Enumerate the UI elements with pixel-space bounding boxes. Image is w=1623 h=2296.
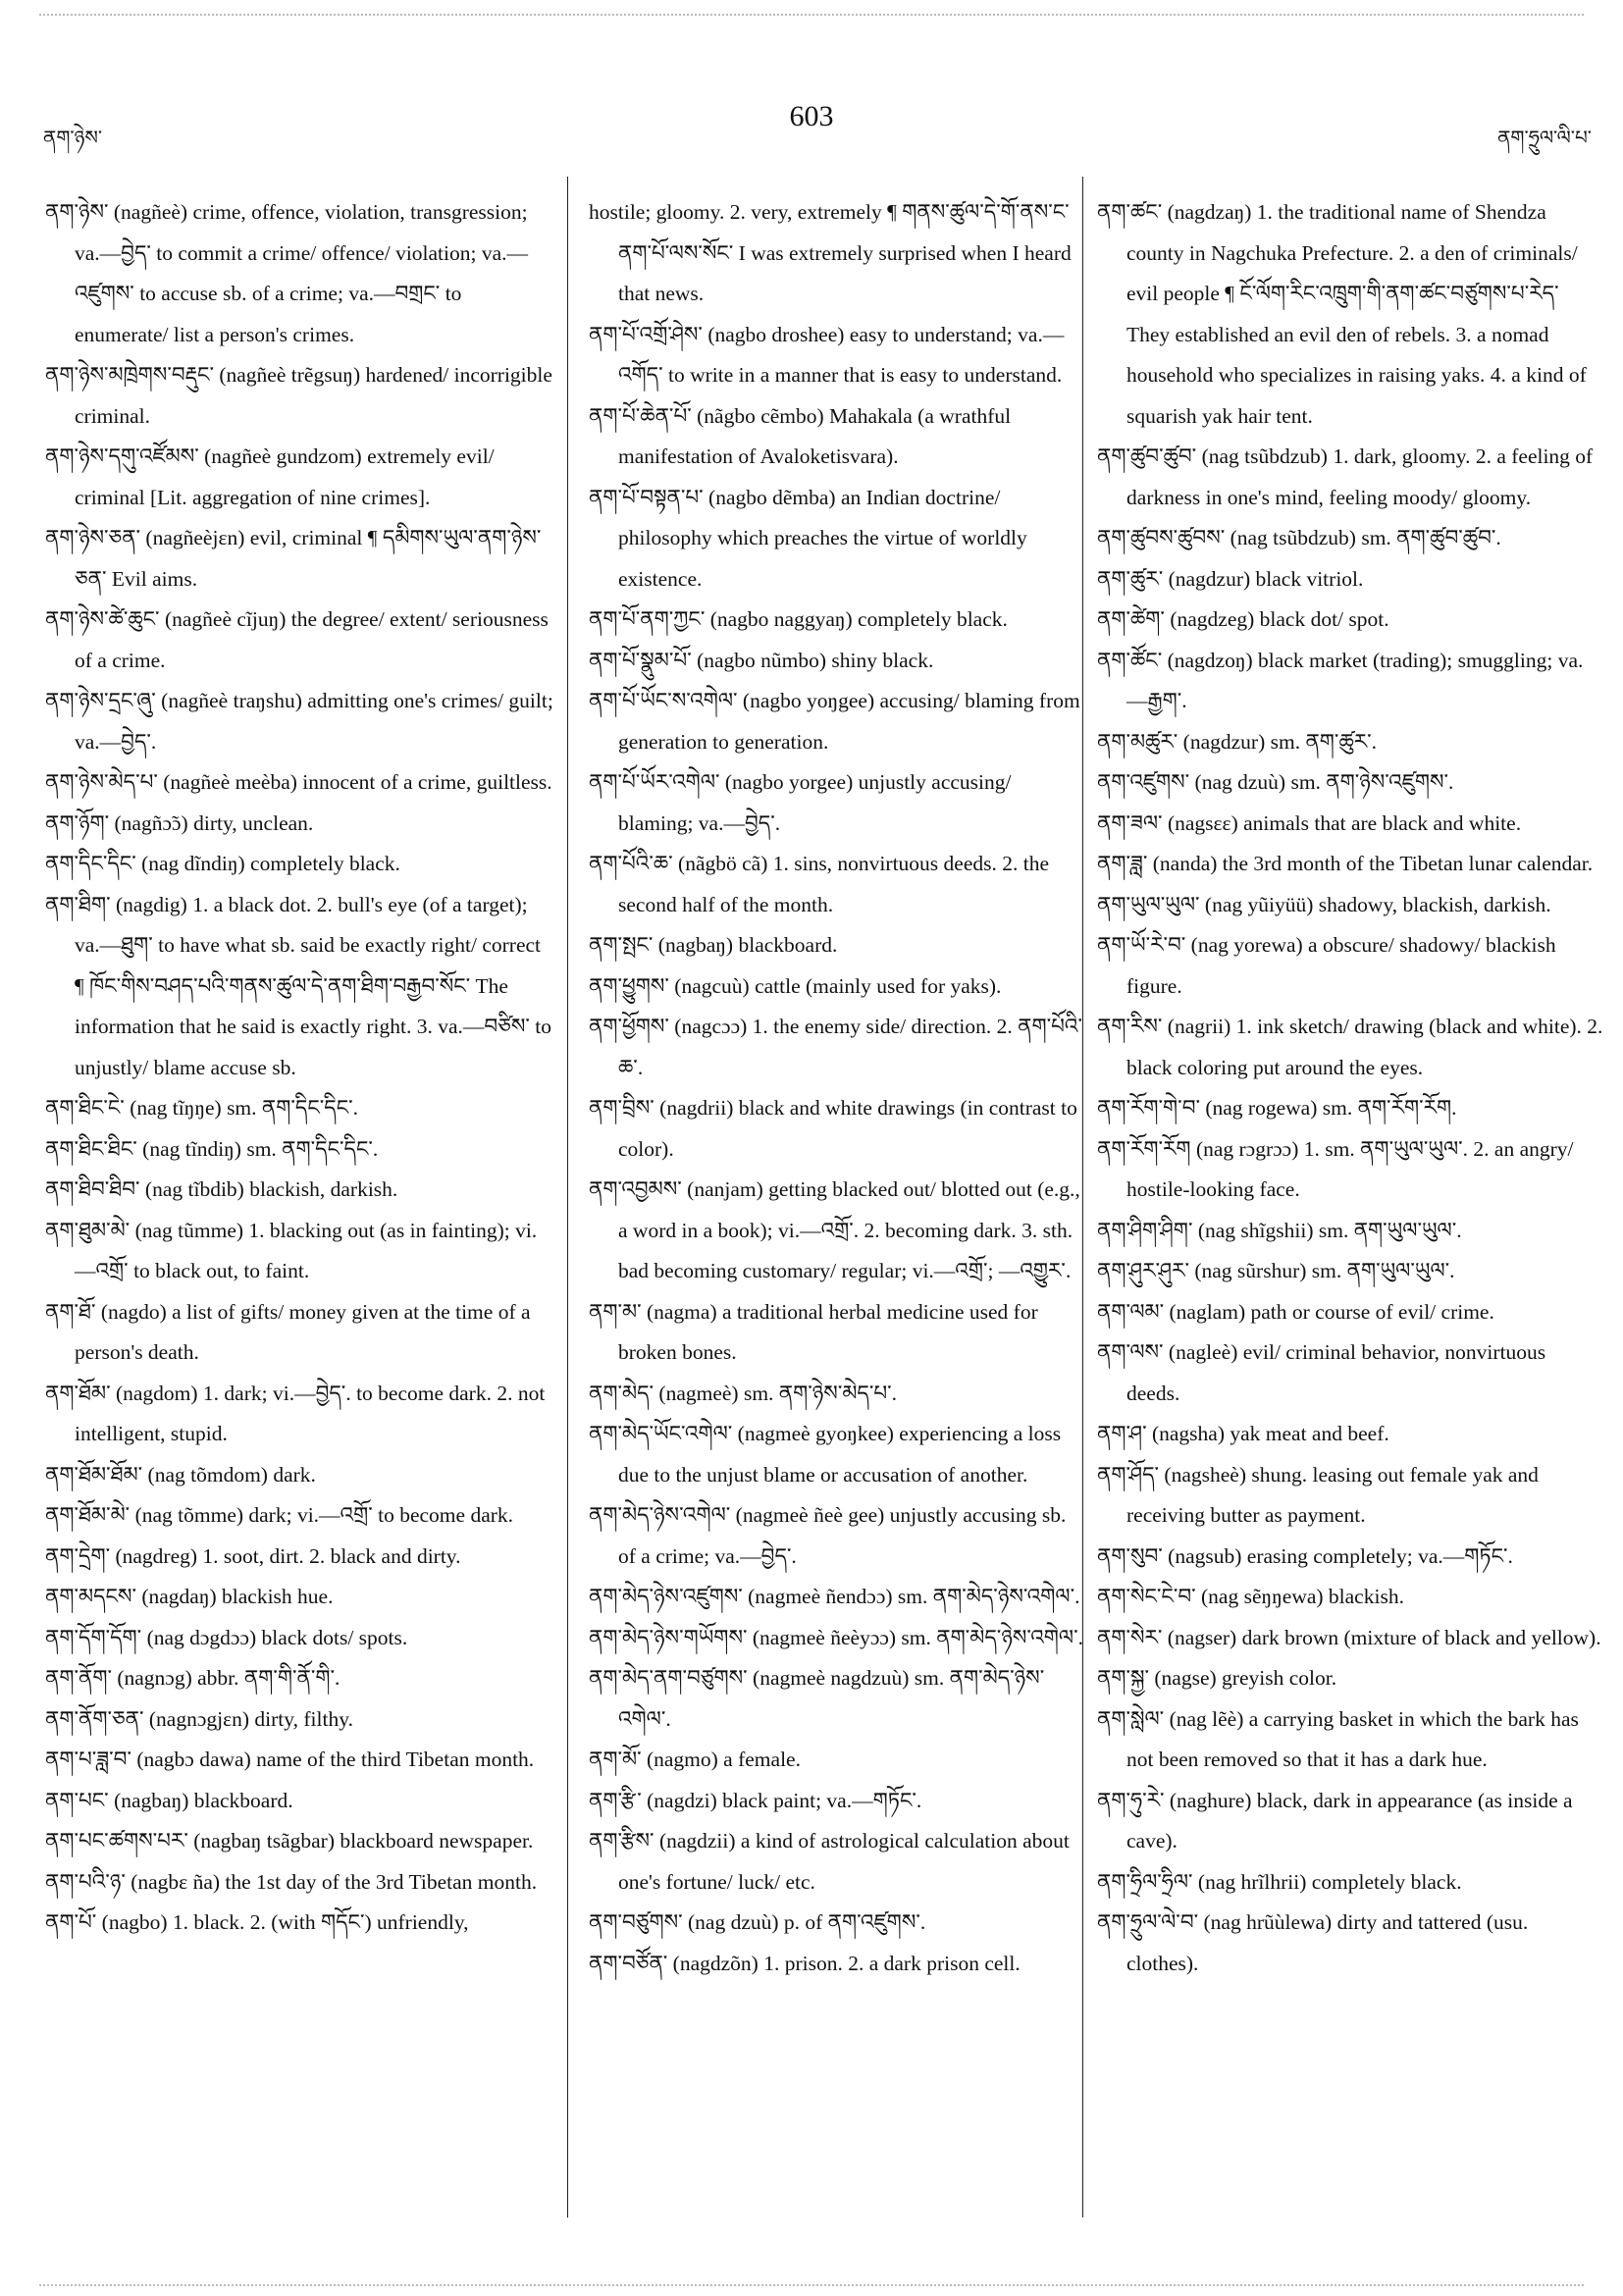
dictionary-entry: ནག་ཉེས་དྲང་ཞུ་ (nagñeè traŋshu) admitting one's crimes/ guilt; va.—བྱེད་. [45,689,553,754]
bottom-scan-edge [39,2284,1584,2286]
dictionary-entry: ནག་ཉེས་ (nagñeè) crime, offence, violation, transgression; va.—བྱེད་ to commit a crime/ offence/ violation; va.—འཛུགས་ to accuse sb. of a crime; va.—བགྲང་ to enumerate/ list a person's crimes. [45,200,529,346]
dictionary-entry: ནག་ཤིག་ཤིག་ (nag shĩgshii) sm. ནག་ཡུལ་ཡུལ་. [1097,1218,1462,1242]
dictionary-entry: ནག་པོ་བསྟན་པ་ (nagbo dẽmba) an Indian doctrine/ philosophy which preaches the virtue of worldly existence. [589,485,1027,591]
dictionary-entry: ནག་ཚེག་ (nagdzeg) black dot/ spot. [1097,607,1389,631]
dictionary-entry: ནག་ཚང་ (nagdzaŋ) 1. the traditional name of Shendza county in Nagchuka Prefecture. 2. a den of criminals/ evil people ¶ ངོ་ལོག་རིང་འཁྲུག་གི་ནག་ཚང་བཙུགས་པ་རེད་ They established an evil den of rebels. 3. a nomad household who specializes in raising yaks. 4. a kind of squarish yak hair tent. [1097,200,1587,428]
dictionary-entry: ནག་འཛུགས་ (nag dzuù) sm. ནག་ཉེས་འཛུགས་. [1097,770,1454,794]
dictionary-entry: hostile; gloomy. 2. very, extremely ¶ གནས་ཚུལ་དེ་གོ་ནས་ང་ནག་པོ་ལས་སོང་ I was extremely surprised when I heard that news. [589,200,1072,305]
dictionary-entry: ནག་ཉེས་མཁྲེགས་བརྡུང་ (nagñeè trẽgsuŋ) hardened/ incorrigible criminal. [45,363,552,428]
dictionary-entry: ནག་དོག་དོག་ (nag dɔgdɔɔ) black dots/ spots. [45,1625,408,1649]
dictionary-entry: ནག་མ་ (nagma) a traditional herbal medicine used for broken bones. [589,1299,1038,1364]
dictionary-entry: ནག་ཐོ་ (nagdo) a list of gifts/ money given at the time of a person's death. [45,1299,531,1364]
dictionary-entry: ནག་པོ་ཡོར་འགེལ་ (nagbo yorgee) unjustly accusing/ blaming; va.—བྱེད་. [589,770,1012,835]
dictionary-entry: ནག་པོ་སྣུམ་པོ་ (nagbo nũmbo) shiny black. [589,648,934,672]
dictionary-entry: ནག་དིང་དིང་ (nag dĩndiŋ) completely black. [45,852,400,875]
dictionary-entry: ནག་པང་ (nagbaŋ) blackboard. [45,1788,293,1812]
dictionary-entry: ནག་ལས་ (nagleè) evil/ criminal behavior, nonvirtuous deeds. [1097,1340,1546,1405]
dictionary-entry: ནག་ཚོང་ (nagdzoŋ) black market (trading); smuggling; va.—རྒྱག་. [1097,648,1584,712]
dictionary-entry: ནག་ཕྱུགས་ (nagcuù) cattle (mainly used for yaks). [589,973,1002,998]
dictionary-entry: ནག་ཐིང་ངེ་ (nag tĩŋŋe) sm. ནག་དིང་དིང་. [45,1096,359,1120]
dictionary-entry: ནག་རོག་རོག (nag rɔgrɔɔ) 1. sm. ནག་ཡུལ་ཡུལ་. 2. an angry/ hostile-looking face. [1097,1136,1574,1201]
dictionary-entry: ནག་རྩིས་ (nagdzii) a kind of astrological calculation about one's fortune/ luck/ etc. [589,1829,1070,1894]
dictionary-entry: ནག་ཤོད་ (nagsheè) shung. leasing out female yak and receiving butter as payment. [1097,1462,1539,1527]
dictionary-entry: ནག་ཤ་ (nagsha) yak meat and beef. [1097,1422,1389,1445]
dictionary-entry: ནག་མེད་ནག་བཙུགས་ (nagmeè nagdzuù) sm. ནག་མེད་ཉེས་འགེལ་. [589,1666,1045,1731]
dictionary-entry: ནག་ཧྲུལ་ལེ་བ་ (nag hrũùlewa) dirty and tattered (usu. clothes). [1097,1910,1529,1975]
dictionary-entry: ནག་སྤང་ (nagbaŋ) blackboard. [589,933,838,957]
dictionary-entry: ནག་པོ་ཆེན་པོ་ (nãgbo cẽmbo) Mahakala (a wrathful manifestation of Avaloketisvara). [589,403,1012,468]
dictionary-entry: ནག་ཐིང་ཐིང་ (nag tĩndiŋ) sm. ནག་དིང་དིང་. [45,1136,379,1161]
dictionary-entry: ནག་ཐིག་ (nagdig) 1. a black dot. 2. bull's eye (of a target); va.—ཐུག་ to have what sb. said be exactly right/ correct ¶ ཁོང་གིས་བཤད་པའི་གནས་ཚུལ་དེ་ནག་ཐིག་བརྒྱབ་སོང་ The information that he said is exactly right. 3. va.—བཙིས་ to unjustly/ blame accuse sb. [45,892,551,1079]
column-1 [45,192,553,2233]
dictionary-entry: ནག་པའི་ཉ་ (nagbɛ ña) the 1st day of the 3rd Tibetan month. [45,1869,538,1894]
dictionary-entry: ནག་ཚུབ་ཚུབ་ (nag tsũbdzub) 1. dark, gloomy. 2. a feeling of darkness in one's mind, feeling moody/ gloomy. [1097,444,1594,509]
dictionary-entry: ནག་ནོག་ཅན་ (nagnɔgjɛn) dirty, filthy. [45,1706,353,1731]
dictionary-entry: ནག་ཉོག་ (nagñɔ̃ɔ) dirty, unclean. [45,810,314,835]
page-number: 603 [789,100,834,132]
guide-word-right: ནག་ཧྲུལ་ལི་པ་ [1497,126,1592,149]
dictionary-entry: ནག་སེང་ངེ་བ་ (nag sẽŋŋewa) blackish. [1097,1585,1404,1608]
dictionary-entry: ནག་སྐྱ་ (nagse) greyish color. [1097,1666,1337,1690]
dictionary-entry: ནག་མེད་ (nagmeè) sm. ནག་ཉེས་མེད་པ་. [589,1381,898,1405]
dictionary-entry: ནག་རྩི་ (nagdzi) black paint; va.—གཏོང་. [589,1788,922,1812]
dictionary-entry: ནག་ཤུར་ཤུར་ (nag sũrshur) sm. ནག་ཡུལ་ཡུལ་. [1097,1259,1455,1282]
dictionary-entry: ནག་མེད་ཉེས་འགེལ་ (nagmeè ñeè gee) unjustly accusing sb. of a crime; va.—བྱེད་. [589,1503,1067,1568]
dictionary-entry: ནག་མཚུར་ (nagdzur) sm. ནག་ཚུར་. [1097,729,1378,754]
dictionary-entry: ནག་པོ་ནག་ཀྱང་ (nagbo naggyaŋ) completely black. [589,607,1008,631]
dictionary-entry: ནག་བཙུགས་ (nag dzuù) p. of ནག་འཛུགས་. [589,1910,926,1934]
dictionary-entry: ནག་ཕྱོགས་ (nagcɔɔ) 1. the enemy side/ direction. 2. ནག་པོའི་ཆ་. [589,1015,1082,1079]
dictionary-entry: ནག་སླེལ་ (nag lẽè) a carrying basket in which the bark has not been removed so that it has a dark hue. [1097,1706,1579,1771]
dictionary-entry: ནག་ཐོམ་ (nagdom) 1. dark; vi.—བྱེད་. to become dark. 2. not intelligent, stupid. [45,1381,546,1445]
dictionary-entry: ནག་པ་ཟླ་བ་ (nagbɔ dawa) name of the third Tibetan month. [45,1748,535,1771]
dictionary-entry: ནག་འབྱམས་ (nanjam) getting blacked out/ blotted out (e.g., a word in a book); vi.—འགྲོ་. 2. becoming dark. 3. sth. bad becoming customary/ regular; vi.—འགྲོ་; —འགྱུར་. [589,1177,1080,1282]
dictionary-entry: ནག་མདངས་ (nagdaŋ) blackish hue. [45,1585,334,1608]
column-2 [589,192,1087,2233]
dictionary-entry: ནག་ཉེས་དགུ་འཛོམས་ (nagñeè gundzom) extremely evil/ criminal [Lit. aggregation of nine crimes]. [45,444,495,509]
dictionary-entry: ནག་སེར་ (nagser) dark brown (mixture of black and yellow). [1097,1625,1601,1649]
dictionary-entry: ནག་ཉེས་ཚེ་ཆུང་ (nagñeè cĩjuŋ) the degree/ extent/ seriousness of a crime. [45,607,549,672]
dictionary-entry: ནག་ཐོམ་ཐོམ་ (nag tõmdom) dark. [45,1462,316,1487]
dictionary-entry: ནག་པོའི་ཆ་ (nãgbö cã) 1. sins, nonvirtuous deeds. 2. the second half of the month. [589,852,1050,916]
dictionary-entry: ནག་པང་ཚགས་པར་ (nagbaŋ tsãgbar) blackboard newspaper. [45,1829,534,1852]
dictionary-entry: ནག་ཧྲིལ་ཧྲིལ་ (nag hrĩlhrii) completely black. [1097,1869,1462,1894]
dictionary-entry: ནག་མེད་ཉེས་གཡོགས་ (nagmeè ñeèyɔɔ) sm. ནག་མེད་ཉེས་འགེལ་. [589,1625,1083,1649]
dictionary-entry: ནག་ཐོམ་མེ་ (nag tõmme) dark; vi.—འགྲོ་ to become dark. [45,1503,514,1527]
dictionary-entry: ནག་མེད་ཉེས་འཛུགས་ (nagmeè ñendɔɔ) sm. ནག་མེད་ཉེས་འགེལ་. [589,1585,1080,1608]
dictionary-entry: ནག་མོ་ (nagmo) a female. [589,1748,801,1771]
column-3 [1097,192,1603,2233]
dictionary-entry: ནག་པོ་ཡོང་ས་འགེལ་ (nagbo yoŋgee) accusing/ blaming from generation to generation. [589,689,1080,754]
dictionary-entry: ནག་ཟལ་ (nagsɛɛ) animals that are black and white. [1097,810,1522,835]
dictionary-entry: ནག་པོ་ (nagbo) 1. black. 2. (with གདོང་) unfriendly, [45,1910,469,1934]
top-scan-edge [39,14,1584,16]
dictionary-entry: ནག་དྲེག་ (nagdreg) 1. soot, dirt. 2. black and dirty. [45,1543,461,1568]
dictionary-entry: ནག་ཚུབས་ཚུབས་ (nag tsũbdzub) sm. ནག་ཚུབ་ཚུབ་. [1097,526,1501,549]
dictionary-entry: ནག་ལམ་ (naglam) path or course of evil/ crime. [1097,1299,1494,1324]
dictionary-entry: ནག་ཡོ་རེ་བ་ (nag yorewa) a obscure/ shadowy/ blackish figure. [1097,933,1556,998]
dictionary-entry: ནག་བྲིས་ (nagdrii) black and white drawings (in contrast to color). [589,1096,1077,1161]
dictionary-entry: ནག་ཉེས་ཅན་ (nagñeèjɛn) evil, criminal ¶ དམིགས་ཡུལ་ནག་ཉེས་ཅན་ Evil aims. [45,526,542,591]
column-divider [567,177,568,2218]
dictionary-entry: ནག་བཙོན་ (nagdzõn) 1. prison. 2. a dark prison cell. [589,1951,1021,1975]
dictionary-entry: ནག་ཧུ་རེ་ (naghure) black, dark in appearance (as inside a cave). [1097,1788,1573,1852]
dictionary-entry: ནག་ཐིབ་ཐིབ་ (nag tĩbdib) blackish, darkish. [45,1177,398,1201]
dictionary-entry: ནག་ཉེས་མེད་པ་ (nagñeè meèba) innocent of a crime, guiltless. [45,770,552,794]
dictionary-entry: ནག་ཐུམ་མེ་ (nag tũmme) 1. blacking out (as in fainting); vi.—འགྲོ་ to black out, to faint. [45,1218,538,1282]
dictionary-entry: ནག་སུབ་ (nagsub) erasing completely; va.—གཏོང་. [1097,1543,1513,1568]
dictionary-entry: ནག་རོག་གེ་བ་ (nag rogewa) sm. ནག་རོག་རོག. [1097,1096,1457,1120]
dictionary-entry: ནག་ཚུར་ (nagdzur) black vitriol. [1097,566,1364,591]
dictionary-entry: ནག་རིས་ (nagrii) 1. ink sketch/ drawing (black and white). 2. black coloring put around the eyes. [1097,1015,1603,1079]
dictionary-entry: ནག་ཟླ་ (nanda) the 3rd month of the Tibetan lunar calendar. [1097,852,1594,875]
dictionary-entry: ནག་པོ་འགྲོ་ཤེས་ (nagbo droshee) easy to understand; va.—འགོད་ to write in a manner that is easy to understand. [589,322,1065,387]
dictionary-entry: ནག་མེད་ཡོང་འགེལ་ (nagmeè gyoŋkee) experiencing a loss due to the unjust blame or accusation of another. [589,1422,1062,1487]
dictionary-entry: ནག་ཡུལ་ཡུལ་ (nag yũiyüü) shadowy, blackish, darkish. [1097,892,1551,916]
guide-word-left: ནག་ཉེས་ [43,126,103,149]
dictionary-entry: ནག་ནོག་ (nagnɔg) abbr. ནག་གི་ནོ་གི་. [45,1666,340,1690]
